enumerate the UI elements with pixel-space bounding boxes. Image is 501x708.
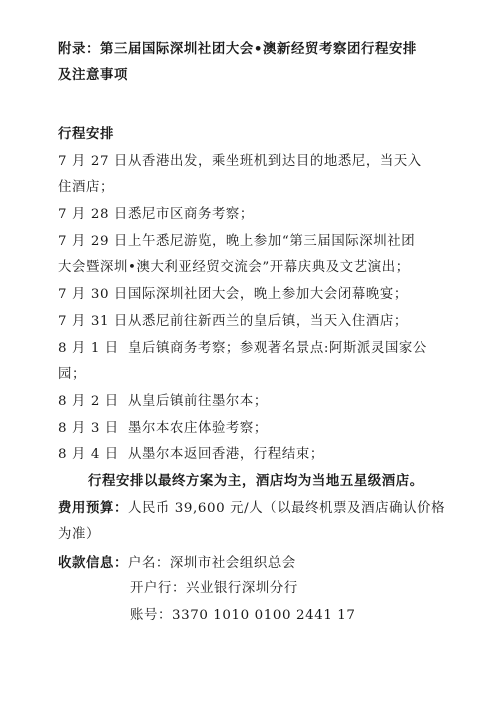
itinerary-date: 7 月 28 日 [58, 207, 128, 222]
itinerary-heading: 行程安排 [58, 126, 114, 142]
document-title-line-1: 附录：第三届国际深圳社团大会•澳新经贸考察团行程安排 [58, 41, 417, 57]
itinerary-item [58, 420, 268, 438]
itinerary-date: 7 月 30 日 [58, 287, 128, 302]
itinerary-item [58, 206, 254, 224]
budget-text: 人民币 39,600 元/人（以最终机票及酒店确认价格 [127, 501, 446, 516]
itinerary-continuation: 园； [58, 367, 86, 382]
payment-label: 收款信息： [58, 555, 128, 571]
itinerary-text: 从香港出发，乘坐班机到达目的地悉尼，当天入 [128, 154, 422, 169]
itinerary-item [58, 393, 268, 411]
itinerary-note: 行程安排以最终方案为主，酒店均为当地五星级酒店。 [88, 473, 424, 489]
itinerary-item [58, 153, 422, 171]
itinerary-text: 从悉尼前往新西兰的皇后镇，当天入住酒店； [128, 314, 408, 329]
payment-account-number: 账号：3370 1010 0100 2441 17 [130, 608, 356, 623]
budget-continuation: 为准） [58, 527, 100, 542]
itinerary-date: 8 月 2 日 [58, 394, 119, 409]
itinerary-text: 皇后镇商务考察；参观著名景点:阿斯派灵国家公 [128, 341, 427, 356]
itinerary-date: 8 月 4 日 [58, 447, 119, 462]
itinerary-date: 7 月 29 日 [58, 234, 128, 249]
budget-line [58, 499, 445, 518]
itinerary-item [58, 233, 415, 251]
itinerary-item [58, 286, 408, 304]
itinerary-text: 从墨尔本返回香港，行程结束； [128, 447, 324, 462]
itinerary-text: 从皇后镇前往墨尔本； [128, 394, 268, 409]
itinerary-item [58, 446, 324, 464]
budget-label: 费用预算： [58, 500, 128, 516]
itinerary-date: 7 月 27 日 [58, 154, 128, 169]
itinerary-text: 悉尼市区商务考察； [128, 207, 254, 222]
itinerary-item [58, 313, 408, 331]
itinerary-date: 7 月 31 日 [58, 314, 128, 329]
itinerary-text: 墨尔本农庄体验考察； [128, 421, 268, 436]
payment-account-name: 户名：深圳市社会组织总会 [127, 556, 296, 571]
itinerary-continuation: 大会暨深圳•澳大利亚经贸交流会”开幕庆典及文艺演出； [58, 260, 410, 275]
itinerary-text: 上午悉尼游览，晚上参加“第三届国际深圳社团 [128, 234, 416, 249]
document-title-line-2: 及注意事项 [58, 67, 128, 83]
payment-line [58, 554, 296, 573]
itinerary-text: 国际深圳社团大会，晚上参加大会闭幕晚宴； [128, 287, 408, 302]
payment-bank: 开户行：兴业银行深圳分行 [130, 581, 298, 596]
itinerary-date: 8 月 3 日 [58, 421, 119, 436]
itinerary-item [58, 340, 427, 358]
itinerary-continuation: 住酒店； [58, 180, 114, 195]
itinerary-date: 8 月 1 日 [58, 341, 119, 356]
